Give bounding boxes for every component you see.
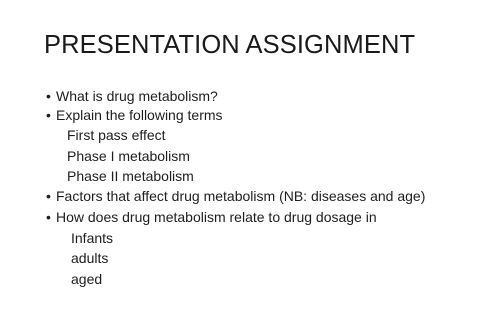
- sub-list-item: aged: [71, 271, 103, 287]
- sub-list-item: adults: [71, 250, 109, 266]
- list-item: Factors that affect drug metabolism (NB: diseases and age): [56, 188, 426, 204]
- sub-list-item: Phase I metabolism: [67, 148, 190, 164]
- list-item: Explain the following terms: [56, 107, 223, 123]
- bullet-icon: •: [46, 209, 51, 225]
- sub-list-item: First pass effect: [67, 127, 166, 143]
- bullet-icon: •: [46, 188, 51, 204]
- sub-list-item: Phase II metabolism: [67, 168, 194, 184]
- sub-list-item: Infants: [71, 230, 114, 246]
- slide-title: PRESENTATION ASSIGNMENT: [44, 31, 416, 59]
- list-item: What is drug metabolism?: [56, 88, 218, 104]
- list-item: How does drug metabolism relate to drug dosage in: [56, 209, 377, 225]
- bullet-icon: •: [46, 88, 51, 104]
- bullet-icon: •: [46, 107, 51, 123]
